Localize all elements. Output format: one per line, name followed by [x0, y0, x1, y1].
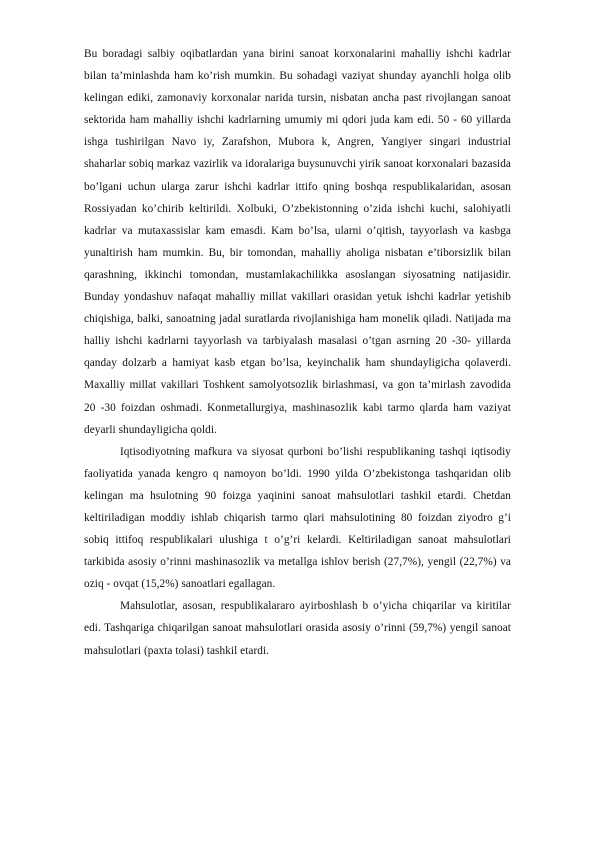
document-page	[84, 43, 511, 662]
paragraph-1: Bu boradagi salbiy oqibatlardan yana birini sanoat korxonalarini mahalliy ishchi kadrlar bilan ta’minlashda ham ko’rish mumkin. Bu sohadagi vaziyat shunday ayanchli holga olib kelingan ediki, zamonaviy korxonalar narida tursin, nisbatan ancha past rivojlangan sanoat sektorida ham mahalliy ishchi kadrlarning umumiy mi qdori juda kam edi. 50 - 60 yillarda ishga tushirilgan Navo iy, Zarafshon, Mubora k, Angren, Yangiyer singari industrial shaharlar sobiq markaz vazirlik va idoralariga buysunuvchi yirik sanoat korxonalari bazasida bo’lgani uchun ularga zarur ishchi kadrlar ittifo qning boshqa respublikalaridan, asosan Rossiyadan ko’chirib keltirildi. Xolbuki, O’zbekistonning o’zida ishchi kuchi, salohiyatli kadrlar va mutaxassislar kam emasdi. Kam bo’lsa, ularni o’qitish, tayyorlash va kasbga yunaltirish ham mumkin. Bu, bir tomondan, mahalliy aholiga nisbatan e’tiborsizlik bilan qarashning, ikkinchi tomondan, mustamlakachilikka asoslangan siyosatning natijasidir. Bunday yondashuv nafaqat mahalliy millat vakillari orasidan yetuk ishchi kadrlar yetishib chiqishiga, balki, sanoatning jadal suratlarda rivojlanishiga ham monelik qiladi. Natijada ma halliy ishchi kadrlarni tayyorlash va tarbiyalash masalasi o’tgan asrning 20 -30- yillarda qanday dolzarb a hamiyat kasb etgan bo’lsa, keyinchalik ham shundayligicha qolaverdi. Maxalliy millat vakillari Toshkent samolyotsozlik birlashmasi, va gon ta’mirlash zavodida 20 -30 foizdan oshmadi. Konmetallurgiya, mashinasozlik kabi tarmo qlarda ham vaziyat deyarli shundayligicha qoldi.	[84, 48, 511, 436]
paragraph-3: Mahsulotlar, asosan, respublikalararo ayirboshlash b o’yicha chiqarilar va kiritilar edi. Tashqariga chiqarilgan sanoat mahsulotlari orasida asosiy o’rinni (59,7%) yengil sanoat mahsulotlari (paxta tolasi) tashkil etardi.	[84, 600, 511, 657]
paragraph-2: Iqtisodiyotning mafkura va siyosat qurboni bo’lishi respublikaning tashqi iqtisodiy faoliyatida yanada kengro q namoyon bo’ldi. 1990 yilda O’zbekistonga tashqaridan olib kelingan ma hsulotning 90 foizga yaqinini sanoat mahsulotlari tashkil etardi. Chetdan keltiriladigan moddiy ishlab chiqarish tarmo qlari mahsulotining 80 foizdan ziyodro g’i sobiq ittifoq respublikalari ulushiga t o’g’ri kelardi. Keltiriladigan sanoat mahsulotlari tarkibida asosiy o’rinni mashinasozlik va metallga ishlov berish (27,7%), yengil (22,7%) va oziq - ovqat (15,2%) sanoatlari egallagan.	[84, 445, 511, 591]
